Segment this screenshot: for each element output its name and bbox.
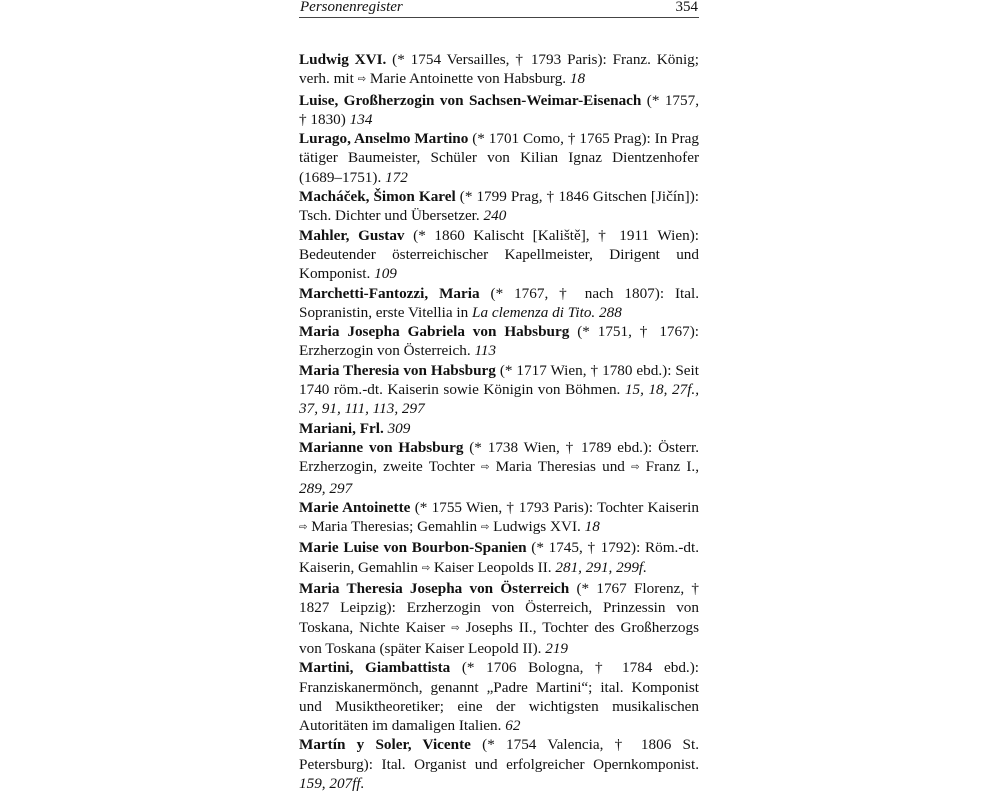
entry-text: (* 1767, † nach 1807): Ital. Sopranistin, erste Vitellia in (299, 284, 699, 321)
index-entry (299, 498, 699, 539)
index-entry (299, 658, 699, 735)
entry-name: Mariani, Frl. (299, 419, 384, 437)
entry-text: (* 1860 Kalischt [Kaliště], † 1911 Wien): Bedeutender österreichischer Kapellmeister, Dirigent und Komponist. (299, 226, 699, 283)
entry-pages: 62 (505, 717, 521, 735)
index-entry (299, 91, 699, 130)
index-entry (299, 50, 699, 91)
entry-name: Marie Antoinette (299, 498, 411, 516)
index-entry (299, 361, 699, 419)
arrow-right-icon: ⇨ (451, 622, 460, 634)
page-number: 354 (675, 0, 698, 15)
entry-pages: 159, 207ff. (299, 774, 365, 792)
index-page (299, 0, 699, 793)
running-head (299, 0, 699, 18)
arrow-right-icon: ⇨ (357, 74, 367, 86)
index-entry (299, 129, 699, 187)
entry-pages: 309 (387, 419, 411, 437)
entry-pages: 289, 297 (299, 479, 353, 497)
entry-text: Kaiser Leopolds II. (433, 558, 552, 576)
entry-text: (* 1738 Wien, † 1789 ebd.): Österr. Erzherzogin, zweite Tochter (299, 438, 699, 476)
entry-text: Franz I., (645, 458, 700, 476)
index-entry (299, 538, 699, 579)
entry-text: (* 1745, † 1792): Röm.-dt. Kaiserin, Gemahlin (299, 539, 699, 576)
entry-name: Mahler, Gustav (299, 226, 405, 244)
running-head-title: Personenregister (300, 0, 403, 15)
entry-pages: 219 (545, 639, 568, 657)
index-entry (299, 579, 699, 658)
index-entry (299, 419, 699, 438)
entry-pages: 288 (599, 303, 622, 321)
entry-text: Ludwigs XVI. (493, 518, 581, 536)
index-entries (299, 50, 699, 793)
index-entry (299, 226, 699, 284)
entry-text: Maria Theresias; Gemahlin (311, 518, 481, 536)
entry-text: Maria Theresias und (495, 458, 632, 476)
entry-name: Luise, Großherzogin von Sachsen-Weimar-Eisenach (299, 91, 642, 109)
entry-name: Macháček, Šimon Karel (299, 188, 456, 206)
index-entry (299, 322, 699, 361)
entry-text: Josephs II., Tochter des Großherzogs von Toskana (später Kaiser Leopold II). (299, 618, 699, 657)
arrow-right-icon: ⇨ (421, 562, 431, 574)
entry-pages: 281, 291, 299f. (555, 558, 647, 576)
entry-text: (* 1717 Wien, † 1780 ebd.): Seit 1740 röm.-dt. Kaiserin sowie Königin von Böhmen. (299, 361, 699, 399)
entry-name: Martini, Giambattista (299, 659, 451, 677)
entry-pages: 109 (374, 265, 397, 283)
entry-pages: 172 (385, 168, 408, 186)
index-entry (299, 187, 699, 226)
entry-text: (* 1706 Bologna, † 1784 ebd.): Franziskanermönch, genannt „Padre Martini“; ital. Komponist und Musiktheoretiker; eine der wichtigsten musikalischen Autoritäten im damaligen Italien. (299, 659, 700, 735)
entry-name: Marchetti-Fantozzi, Maria (299, 284, 480, 302)
entry-text: Marie Antoinette von Habsburg. (369, 70, 567, 88)
index-entry (299, 735, 699, 793)
entry-name: Maria Theresia Josepha von Österreich (299, 580, 570, 598)
entry-pages: 18 (569, 70, 586, 88)
entry-name: Lurago, Anselmo Martino (299, 130, 469, 148)
index-entry (299, 284, 699, 323)
entry-pages: 240 (483, 207, 507, 225)
entry-text: (* 1767 Florenz, † 1827 Leipzig): Erzherzogin von Österreich, Prinzessin von Toskana, Nichte Kaiser (299, 580, 700, 636)
index-entry (299, 438, 699, 498)
entry-name: Marianne von Habsburg (299, 438, 464, 456)
entry-pages: 18 (584, 518, 600, 536)
entry-text: (* 1754 Versailles, † 1793 Paris): Franz. König; verh. mit (299, 51, 699, 88)
entry-pages: 134 (349, 110, 373, 128)
entry-name: Maria Theresia von Habsburg (299, 361, 496, 379)
arrow-right-icon: ⇨ (631, 462, 640, 474)
entry-text: (* 1799 Prag, † 1846 Gitschen [Jičín]): Tsch. Dichter und Übersetzer. (299, 188, 699, 225)
entry-name: Maria Josepha Gabriela von Habsburg (299, 323, 570, 341)
arrow-right-icon: ⇨ (481, 462, 490, 474)
arrow-right-icon: ⇨ (299, 522, 308, 534)
entry-text: (* 1755 Wien, † 1793 Paris): Tochter Kaiserin (410, 498, 700, 516)
entry-name: Marie Luise von Bourbon-Spanien (299, 539, 527, 557)
entry-pages: 15, 18, 27f., 37, 91, 111, 113, 297 (299, 381, 700, 418)
entry-text: (* 1754 Valencia, † 1806 St. Petersburg): Ital. Organist und erfolgreicher Opernkomponist. (299, 736, 699, 773)
entry-text: (* 1751, † 1767): Erzherzogin von Österreich. (299, 323, 699, 360)
entry-title-italic: La clemenza di Tito. (472, 303, 596, 321)
entry-name: Martín y Soler, Vicente (299, 736, 471, 754)
entry-text: (* 1757, † 1830) (299, 91, 700, 128)
entry-pages: 113 (474, 342, 497, 360)
arrow-right-icon: ⇨ (480, 522, 490, 534)
entry-name: Ludwig XVI. (299, 51, 387, 68)
entry-text: (* 1701 Como, † 1765 Prag): In Prag tätiger Baumeister, Schüler von Kilian Ignaz Dientzenhofer (1689–1751). (299, 130, 700, 186)
